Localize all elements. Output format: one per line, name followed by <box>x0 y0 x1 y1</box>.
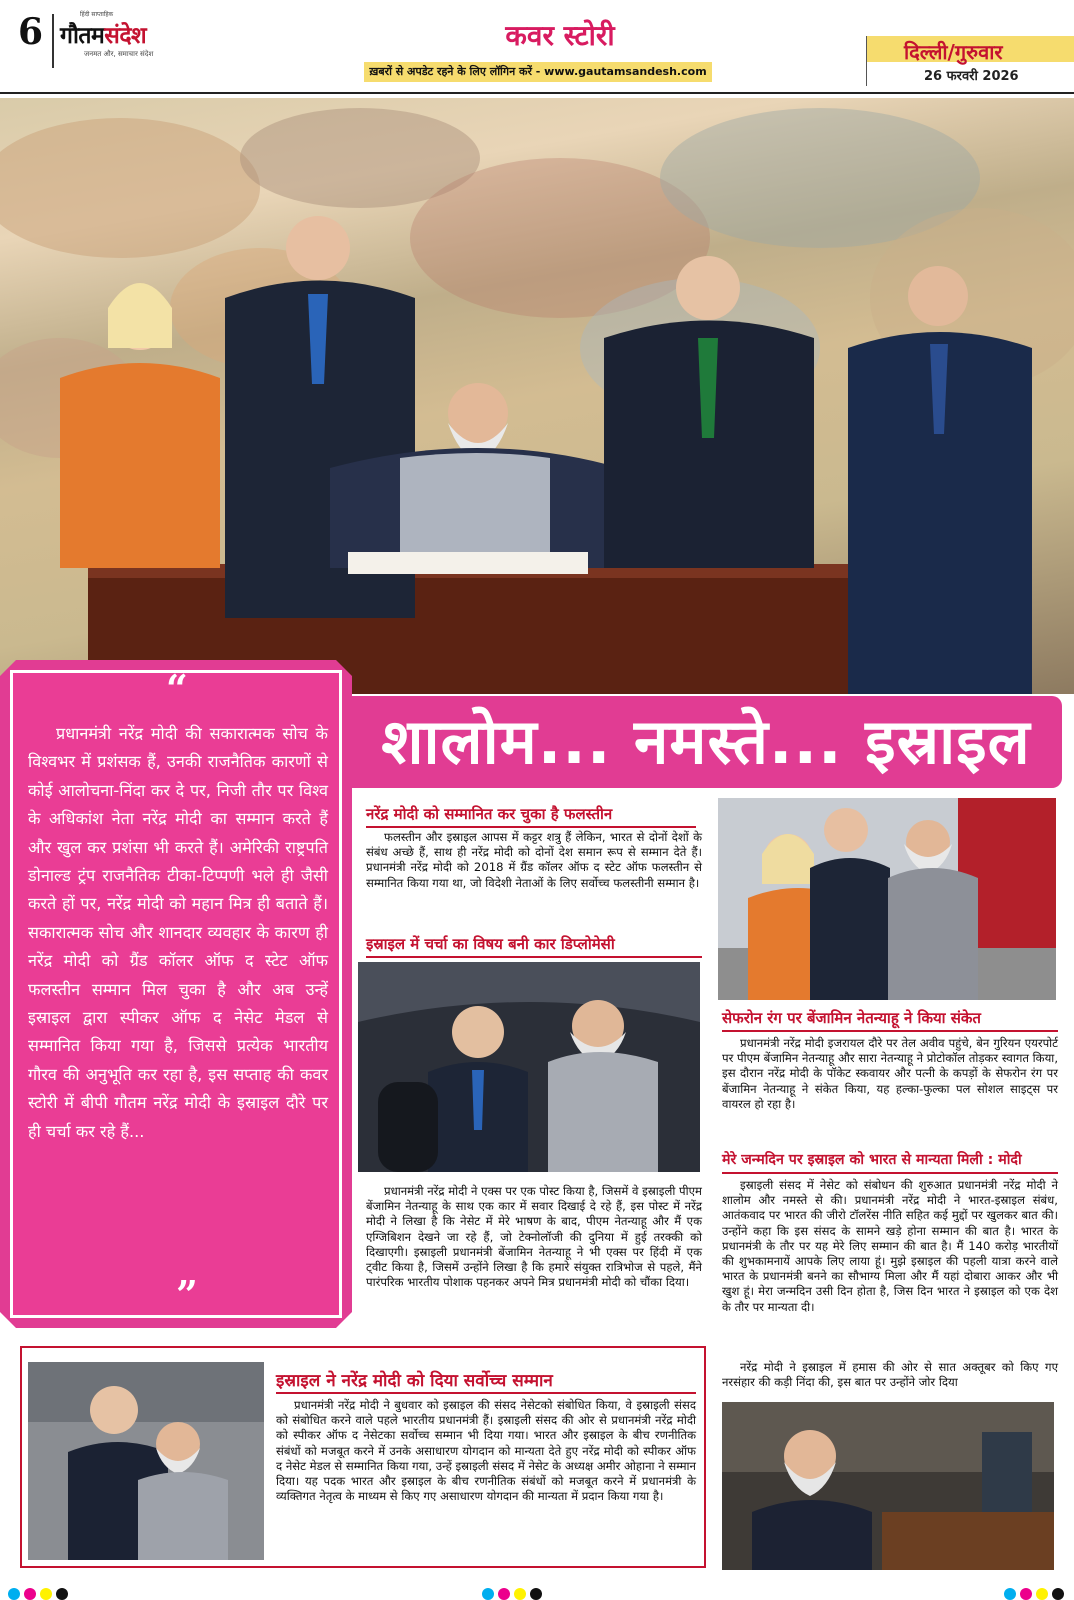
registration-dot-black <box>56 1588 68 1600</box>
article-saffron-text: प्रधानमंत्री नरेंद्र मोदी इजरायल दौरे पर तेल अवीव पहुंचे, बेन गुरियन एयरपोर्ट पर पीएम बेंजामिन नेतन्याहू और सारा नेतन्याहू ने प्रोटोकॉल तोड़कर स्वागत किया, इस दौरान नरेंद्र मोदी के पॉकेट स्कवायर और पत्नी के कपड़ों के सेफरोन रंग पर बेंजामिन नेतन्याहू ने संकेत किया, यह हल्का-फुल्का पल सोशल साइट्स पर वायरल हो रहा है। <box>722 1036 1058 1111</box>
registration-dot-cyan <box>8 1588 20 1600</box>
airport-photo-illustration <box>718 798 1056 1000</box>
quote-open-mark: “ <box>166 666 188 711</box>
logo-superscript: हिंदी साप्ताहिक <box>80 11 114 18</box>
quote-close-mark: ” <box>176 1272 198 1317</box>
quote-text: प्रधानमंत्री नरेंद्र मोदी की सकारात्मक सोच के विश्वभर में प्रशंसक हैं, उनकी राजनैतिक कारणों से कोई आलोचना-निंदा कर दे पर, निजी तौर पर विश्व के अधिकांश नेता नरेंद्र मोदी का सम्मान करते हैं और खुल कर प्रशंसा भी करते हैं। अमेरिकी राष्ट्रपति डोनाल्ड ट्रंप राजनैतिक टीका-टिप्पणी भले ही जैसी करते हों पर, नरेंद्र मोदी को महान मित्र ही बताते हैं। सकारात्मक सोच और शानदार व्यवहार के कारण ही नरेंद्र मोदी को ग्रैंड कॉलर ऑफ द स्टेट ऑफ फलस्तीन सम्मान मिल चुका है और अब उन्हें इस्राइल द्वारा स्पीकर ऑफ द नेसेट मेडल से सम्मानित किया गया है, जिससे प्रत्येक भारतीय गौरव की अनुभूति कर रहा है, इस सप्ताह की कवर स्टोरी में बीपी गौतम नरेंद्र मोदी के इस्राइल दौरे पर ही चर्चा कर रहे हैं... <box>28 724 328 1141</box>
medal-photo <box>28 1362 264 1560</box>
registration-dot-cyan <box>1004 1588 1016 1600</box>
header-rule <box>0 92 1074 94</box>
subhead-saffron: सेफरोन रंग पर बेंजामिन नेतन्याहू ने किया संकेत <box>722 1009 981 1027</box>
registration-dot-magenta <box>24 1588 36 1600</box>
header-divider <box>52 14 54 68</box>
knesset-speech-photo <box>722 1402 1054 1570</box>
registration-dot-magenta <box>1020 1588 1032 1600</box>
subhead-rule <box>276 1392 696 1394</box>
article-car-diplomacy-text: प्रधानमंत्री नरेंद्र मोदी ने एक्स पर एक पोस्ट किया है, जिसमें वे इस्राइली पीएम बेंजामिन नेतन्याहू के साथ एक कार में सवार दिखाई दे रहे हैं, इस पोस्ट में नरेंद्र मोदी ने लिखा है कि नेसेट में मेरे भाषण के बाद, पीएम नेतन्याहू और मैं एक एग्जिबिशन देखने जा रहे हैं, जो टेक्नोलॉजी की दुनिया में हुई तरक्की को दिखाएगी। इस्राइली प्रधानमंत्री बेंजामिन नेतन्याहू ने भी एक्स पर हिंदी में एक ट्वीट किया है, जिसमें उन्होंने लिखा है कि हमारे संयुक्त रात्रिभोज से पहले, मैंने पारंपरिक भारतीय पोशाक पहनकर अपने मित्र प्रधानमंत्री मोदी को चौंका दिया। <box>366 1184 702 1290</box>
knesset-speech-illustration <box>722 1402 1054 1570</box>
registration-dot-black <box>530 1588 542 1600</box>
main-headline: शालोम... नमस्ते... इस्राइल <box>381 705 1031 778</box>
medal-photo-illustration <box>28 1362 264 1560</box>
main-photo-illustration <box>0 98 1074 694</box>
registration-dot-black <box>1052 1588 1064 1600</box>
subhead-rule <box>722 1172 1058 1174</box>
article-birthday-text-cont: नरेंद्र मोदी ने इस्राइल में हमास की ओर से सात अक्तूबर को किए गए नरसंहार की कड़ी निंदा की, इस बात पर उन्होंने जोर दिया <box>722 1360 1058 1390</box>
car-photo-illustration <box>358 962 700 1172</box>
city-day: दिल्ली/गुरुवार <box>904 40 1003 64</box>
subhead-rule <box>722 1030 1058 1032</box>
newspaper-logo[interactable] <box>60 18 146 50</box>
car-photo <box>358 962 700 1172</box>
subhead-palestine: नरेंद्र मोदी को सम्मानित कर चुका है फलस्तीन <box>366 805 613 823</box>
subhead-rule <box>366 826 696 828</box>
subhead-car-diplomacy: इस्राइल में चर्चा का विषय बनी कार डिप्लोमेसी <box>366 935 615 953</box>
airport-photo <box>718 798 1056 1000</box>
main-photo <box>0 98 1074 694</box>
logo-part-1: गौतम <box>60 22 105 49</box>
issue-date: 26 फरवरी 2026 <box>924 69 1019 84</box>
registration-dot-yellow <box>1036 1588 1048 1600</box>
login-strip[interactable]: ख़बरों से अपडेट रहने के लिए लॉगिन करें - www.gautamsandesh.com <box>364 62 712 82</box>
logo-tagline: जनमत और, समाचार संदेश <box>84 50 154 58</box>
subhead-birthday: मेरे जन्मदिन पर इस्राइल को भारत से मान्यता मिली : मोदी <box>722 1152 1022 1168</box>
subhead-highest-honour: इस्राइल ने नरेंद्र मोदी को दिया सर्वोच्च सम्मान <box>276 1371 553 1391</box>
registration-dot-yellow <box>514 1588 526 1600</box>
article-highest-honour-text: प्रधानमंत्री नरेंद्र मोदी ने बुधवार को इस्राइल की संसद नेसेटको संबोधित किया, वे इस्राइली संसद को संबोधित करने वाले पहले भारतीय प्रधानमंत्री हैं। इस्राइली संसद की ओर से प्रधानमंत्री नरेंद्र मोदी को स्पीकर ऑफ द नेसेटका सर्वोच्च सम्मान भी दिया गया। भारत और इस्राइल के बीच रणनीतिक संबंधों को मजबूत करने में उनके असाधारण योगदान को मान्यता देते हुए नरेंद्र मोदी को स्पीकर ऑफ द नेसेट मेडल से सम्मानित किया गया, उन्हें इस्राइली संसद में नेसेट के अध्यक्ष अमीर ओहाना ने सम्मान दिया। यह पदक भारत और इस्राइल के बीच रणनीतिक संबंधों को मजबूत करने में प्रधानमंत्री के व्यक्तिगत नेतृत्व के माध्यम से किए गए असाधारण योगदान की मान्यता में प्रदान किया गया है। <box>276 1398 696 1504</box>
subhead-rule <box>366 956 702 958</box>
page-number: 6 <box>18 11 44 53</box>
registration-dot-yellow <box>40 1588 52 1600</box>
logo-part-2: संदेश <box>104 22 147 49</box>
registration-dot-cyan <box>482 1588 494 1600</box>
article-palestine-text: फलस्तीन और इस्राइल आपस में कट्टर शत्रु हैं लेकिन, भारत से दोनों देशों के संबंध अच्छे हैं, साथ ही नरेंद्र मोदी को दोनों देश समान रूप से सम्मान देते हैं। प्रधानमंत्री नरेंद्र मोदी को 2018 में ग्रैंड कॉलर ऑफ द स्टेट ऑफ फलस्तीन से सम्मानित किया गया था, जो विदेशी नेताओं के लिए सर्वोच्च फलस्तीनी सम्मान है। <box>366 830 702 890</box>
section-title: कवर स्टोरी <box>505 19 615 52</box>
article-birthday-text: इस्राइली संसद में नेसेट को संबोधन की शुरुआत प्रधानमंत्री नरेंद्र मोदी ने शालोम और नमस्ते से की। प्रधानमंत्री नरेंद्र मोदी ने भारत-इस्राइल संबंध, आतंकवाद पर भारत की जीरो टॉलरेंस नीति सहित कई मुद्दों पर खुलकर बात की। उन्होंने कहा कि इस संसद के सामने खड़े होना सम्मान की बात है। भारत के प्रधानमंत्री के तौर पर यह मेरे लिए सम्मान की बात है। मैं 140 करोड़ भारतीयों की शुभकामनायें आपके लिए लाया हूं। मुझे इस्राइल की पहली यात्रा करने वाले भारत के प्रधानमंत्री बनने का सौभाग्य मिला और मैं यहां दोबारा आकर और भी खुश हूं। मेरा जन्मदिन उसी दिन होता है, जिस दिन भारत ने इस्राइल को एक देश के तौर पर मान्यता दी। <box>722 1178 1058 1314</box>
registration-dot-magenta <box>498 1588 510 1600</box>
